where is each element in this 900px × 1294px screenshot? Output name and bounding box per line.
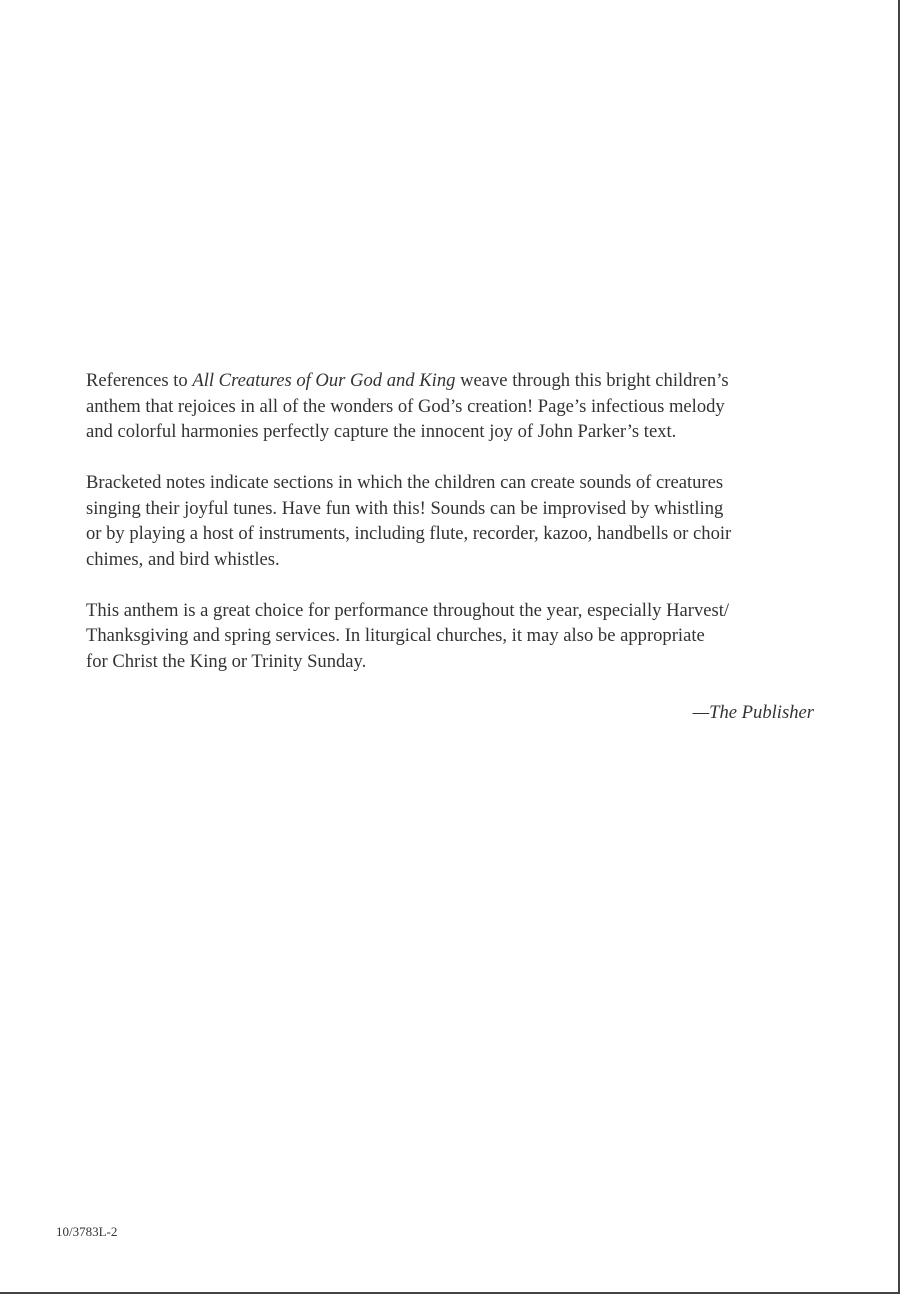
paragraph-sounds-line-2: singing their joyful tunes. Have fun with this! Sounds can be improvised by whistling xyxy=(86,497,724,519)
paragraph-performance-line-3: for Christ the King or Trinity Sunday. xyxy=(86,650,367,672)
paragraph-sounds-line-1: Bracketed notes indicate sections in which the children can create sounds of creatures xyxy=(86,472,724,493)
paragraph-sounds xyxy=(86,470,816,572)
publisher-note xyxy=(86,368,816,725)
hymn-title: All Creatures of Our God and King xyxy=(192,370,456,391)
paragraph-intro-line-2: anthem that rejoices in all of the wonders of God’s creation! Page’s infectious melody xyxy=(86,395,725,417)
paragraph-sounds-line-4: chimes, and bird whistles. xyxy=(86,548,280,570)
paragraph-intro-line-1 xyxy=(86,368,816,394)
line-suffix: weave through this bright children’s xyxy=(455,370,729,391)
paragraph-performance-line-1: This anthem is a great choice for performance throughout the year, especially Harvest/ xyxy=(86,599,730,621)
paragraph-performance-line-2: Thanksgiving and spring services. In liturgical churches, it may also be appropriate xyxy=(86,625,705,646)
line-prefix: References to xyxy=(86,370,193,391)
publisher-signature: —The Publisher xyxy=(692,701,814,723)
paragraph-intro-line-3: and colorful harmonies perfectly capture the innocent joy of John Parker’s text. xyxy=(86,421,677,442)
paragraph-intro xyxy=(86,368,816,445)
paragraph-sounds-line-3: or by playing a host of instruments, including flute, recorder, kazoo, handbells or choir xyxy=(86,523,732,544)
catalog-number: 10/3783L-2 xyxy=(56,1224,118,1239)
paragraph-performance xyxy=(86,598,816,675)
